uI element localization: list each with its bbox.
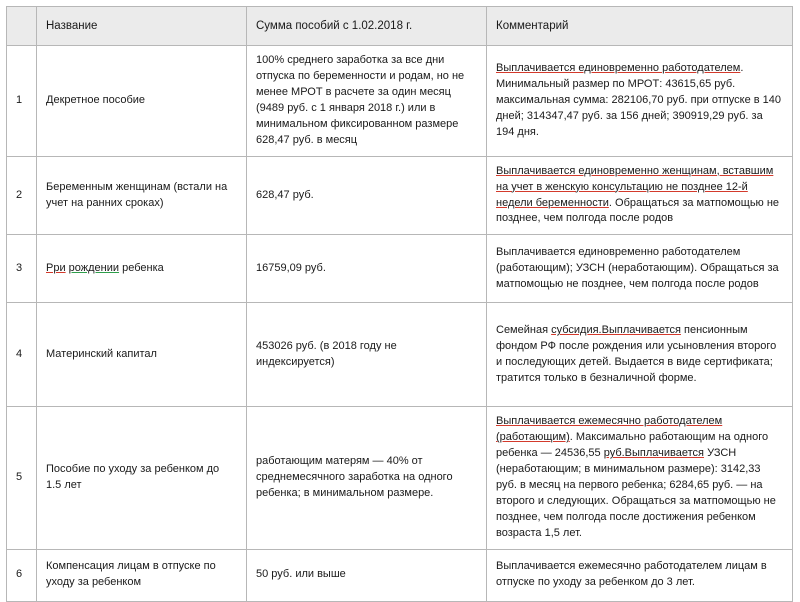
comment-highlight: Выплачивается единовременно женщинам, вставшим на учет в женскую консультацию не позднее 12-й недели беременности: [496, 164, 774, 209]
comment-text-lead: Семейная: [496, 324, 552, 336]
row-name-highlight-alt: рождении: [68, 261, 120, 274]
row-comment: [487, 407, 793, 550]
column-header-number: [7, 7, 37, 46]
comment-highlight-alt: руб.Выплачивается: [603, 447, 705, 460]
row-name-text: ребенка: [119, 261, 164, 274]
row-number: 3: [7, 235, 37, 303]
row-name-highlight: Рри: [46, 261, 66, 274]
row-sum: 100% среднего заработка за все дни отпуска по беременности и родам, но не менее МРОТ в расчете за один месяц (9489 руб. с 1 января 2018 г.) или в минимальном фиксированном размере 628,47 руб. в месяц: [247, 46, 487, 157]
row-name: Материнский капитал: [37, 303, 247, 407]
row-comment: Выплачивается единовременно работодателем (работающим); УЗСН (неработающим). Обращаться за матпомощью не позднее, чем полгода после родов: [487, 235, 793, 303]
comment-highlight: Выплачивается единовременно работодателем: [496, 61, 741, 74]
row-number: 2: [7, 156, 37, 235]
table-header-row: [7, 7, 793, 46]
comment-text: пенсионным фондом РФ после рождения или усыновления второго и последующих детей. Выдается в виде сертификата; тратится только в безналичной форме.: [496, 324, 777, 384]
comment-text: . Обращаться за матпомощью не позднее, чем полгода после родов: [496, 196, 780, 225]
row-comment: [487, 156, 793, 235]
column-header-comment: Комментарий: [487, 7, 793, 46]
column-header-sum: Сумма пособий с 1.02.2018 г.: [247, 7, 487, 46]
row-comment: [487, 303, 793, 407]
row-name: Беременным женщинам (встали на учет на ранних сроках): [37, 156, 247, 235]
table-header: [7, 7, 793, 46]
row-number: 6: [7, 549, 37, 601]
comment-text: . Минимальный размер по МРОТ: 43615,65 руб. максимальная сумма: 282106,70 руб. при отпуске в 140 дней; 314347,47 руб. за 156 дней; 390919,29 руб. за 194 дня.: [496, 61, 781, 138]
row-sum: работающим матерям — 40% от среднемесячного заработка на одного ребенка; в минимальном размере.: [247, 407, 487, 550]
row-number: 1: [7, 46, 37, 157]
table-row: [7, 46, 793, 157]
row-sum: 50 руб. или выше: [247, 549, 487, 601]
benefits-table: [6, 6, 793, 602]
comment-text-b: УЗСН (неработающим; в минимальном размере): 3142,33 руб. в месяц на первого ребенка; 6284,65 руб. — на второго и следующих. Обращаться за матпомощью не позднее, чем полгода после достижения ребенком возраста 1,5 лет.: [496, 447, 776, 539]
table-row: [7, 156, 793, 235]
row-number: 5: [7, 407, 37, 550]
row-name: Компенсация лицам в отпуске по уходу за ребенком: [37, 549, 247, 601]
row-sum: 16759,09 руб.: [247, 235, 487, 303]
row-comment: [487, 46, 793, 157]
table-row: [7, 235, 793, 303]
column-header-name: Название: [37, 7, 247, 46]
table-row: [7, 549, 793, 601]
table-row: [7, 407, 793, 550]
table-row: [7, 303, 793, 407]
comment-highlight: Выплачивается ежемесячно работодателем (работающим): [496, 415, 723, 444]
comment-highlight: субсидия.Выплачивается: [551, 324, 681, 336]
row-sum: 628,47 руб.: [247, 156, 487, 235]
comment-text-a: . Максимально работающим на одного ребенка — 24536,55: [496, 431, 769, 460]
row-comment: Выплачивается ежемесячно работодателем лицам в отпуске по уходу за ребенком до 3 лет.: [487, 549, 793, 601]
row-name: [37, 235, 247, 303]
row-sum: 453026 руб. (в 2018 году не индексируется): [247, 303, 487, 407]
table-body: [7, 46, 793, 602]
row-name: Пособие по уходу за ребенком до 1.5 лет: [37, 407, 247, 550]
row-name: Декретное пособие: [37, 46, 247, 157]
row-number: 4: [7, 303, 37, 407]
